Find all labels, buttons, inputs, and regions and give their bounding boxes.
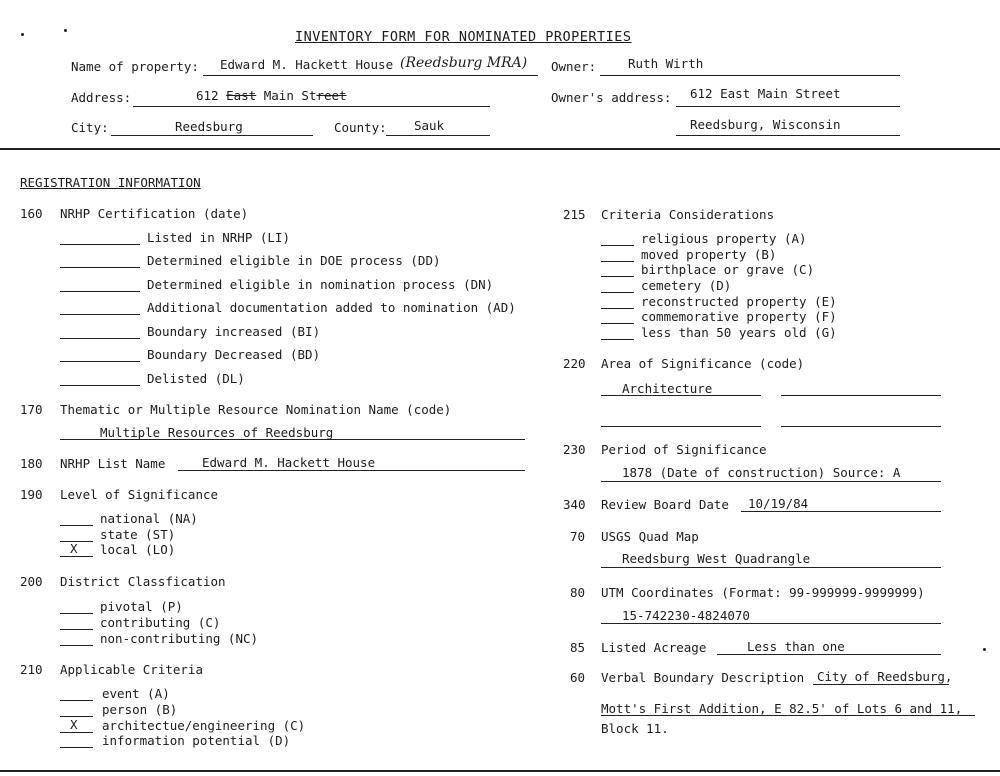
area-underline (781, 395, 941, 396)
area-underline (781, 426, 941, 427)
name-underline (203, 75, 538, 76)
scan-speck (64, 29, 67, 32)
item-230-label: Period of Significance (601, 442, 767, 457)
footer-divider (0, 770, 1000, 772)
address-number: 612 (196, 88, 227, 103)
certification-option: Determined eligible in nomination process (DN) (147, 277, 494, 292)
item-70-number: 70 (570, 529, 586, 544)
district-blank[interactable] (60, 645, 93, 646)
owner-city-value: Reedsburg, Wisconsin (690, 117, 841, 132)
item-180-number: 180 (20, 456, 43, 471)
area-underline (601, 426, 761, 427)
owner-underline (600, 75, 900, 76)
header-divider (0, 148, 1000, 150)
item-220-number: 220 (563, 356, 586, 371)
item-80-value: 15-742230-4824070 (622, 608, 750, 623)
item-60-value-line2: Mott's First Addition, E 82.5' of Lots 6 and 11, (601, 701, 963, 716)
certification-blank[interactable] (60, 291, 140, 292)
item-340-value: 10/19/84 (748, 496, 809, 511)
item-170-number: 170 (20, 402, 43, 417)
scan-speck (983, 648, 986, 651)
criteria-blank[interactable] (60, 747, 93, 748)
item-200-label: District Classfication (60, 574, 226, 589)
criteria-blank[interactable] (60, 700, 93, 701)
item-60-number: 60 (570, 670, 586, 685)
item-85-label: Listed Acreage (601, 640, 707, 655)
item-60-value-line1: City of Reedsburg, (817, 669, 953, 684)
certification-option: Additional documentation added to nomination (AD) (147, 300, 516, 315)
consideration-blank[interactable] (601, 276, 634, 277)
criteria-mark: X (70, 717, 78, 732)
owner-value: Ruth Wirth (628, 56, 704, 71)
item-230-number: 230 (563, 442, 586, 457)
item-210-label: Applicable Criteria (60, 662, 203, 677)
item-170-value: Multiple Resources of Reedsburg (100, 425, 334, 440)
item-340-underline (741, 511, 941, 512)
certification-blank[interactable] (60, 314, 140, 315)
name-label: Name of property: (71, 59, 199, 74)
item-85-underline (717, 654, 941, 655)
significance-blank[interactable] (60, 556, 93, 557)
owner-label: Owner: (551, 59, 597, 74)
address-label: Address: (71, 90, 132, 105)
district-option: non-contributing (NC) (100, 631, 259, 646)
item-340-number: 340 (563, 497, 586, 512)
consideration-option: reconstructed property (E) (641, 294, 837, 309)
item-70-underline (601, 567, 941, 568)
item-80-number: 80 (570, 585, 586, 600)
item-60-value-line3: Block 11. (601, 721, 669, 736)
address-value (196, 90, 347, 103)
address-street: Main St (256, 88, 317, 103)
item-80-underline (601, 623, 941, 624)
item-220-value: Architecture (622, 381, 713, 396)
item-180-underline (178, 470, 525, 471)
significance-option: local (LO) (100, 542, 176, 557)
item-190-number: 190 (20, 487, 43, 502)
certification-blank[interactable] (60, 338, 140, 339)
consideration-blank[interactable] (601, 245, 634, 246)
significance-option: national (NA) (100, 511, 198, 526)
item-200-number: 200 (20, 574, 43, 589)
criteria-option: architectue/engineering (C) (102, 718, 306, 733)
consideration-option: birthplace or grave (C) (641, 262, 815, 277)
item-170-label: Thematic or Multiple Resource Nomination Name (code) (60, 402, 452, 417)
item-60-underline (813, 684, 949, 685)
certification-option: Delisted (DL) (147, 371, 245, 386)
registration-heading: REGISTRATION INFORMATION (20, 175, 201, 190)
item-215-number: 215 (563, 207, 586, 222)
item-220-label: Area of Significance (code) (601, 356, 805, 371)
consideration-blank[interactable] (601, 292, 634, 293)
certification-option: Boundary Decreased (BD) (147, 347, 321, 362)
item-70-value: Reedsburg West Quadrangle (622, 551, 811, 566)
certification-option: Determined eligible in DOE process (DD) (147, 253, 441, 268)
certification-option: Boundary increased (BI) (147, 324, 321, 339)
consideration-blank[interactable] (601, 308, 634, 309)
name-value: Edward M. Hackett House (220, 57, 394, 72)
area-underline (601, 395, 761, 396)
consideration-option: commemorative property (F) (641, 309, 837, 324)
significance-option: state (ST) (100, 527, 176, 542)
owner-address-value: 612 East Main Street (690, 86, 841, 101)
district-blank[interactable] (60, 629, 93, 630)
district-option: pivotal (P) (100, 599, 183, 614)
criteria-blank[interactable] (60, 732, 93, 733)
address-struck-reet: reet (316, 88, 347, 103)
certification-blank[interactable] (60, 385, 140, 386)
scan-speck (21, 33, 24, 36)
item-60-label: Verbal Boundary Description (601, 670, 805, 685)
city-label: City: (71, 120, 109, 135)
address-struck-east: East (226, 88, 257, 103)
item-340-label: Review Board Date (601, 497, 729, 512)
item-160-number: 160 (20, 206, 43, 221)
district-blank[interactable] (60, 613, 93, 614)
owner-address-underline (676, 106, 900, 107)
criteria-option: event (A) (102, 686, 170, 701)
item-160-label: NRHP Certification (date) (60, 206, 249, 221)
consideration-option: religious property (A) (641, 231, 807, 246)
item-70-label: USGS Quad Map (601, 529, 699, 544)
consideration-blank[interactable] (601, 339, 634, 340)
city-underline (111, 135, 313, 136)
significance-mark: X (70, 541, 78, 556)
item-180-label: NRHP List Name (60, 456, 166, 471)
certification-blank[interactable] (60, 361, 140, 362)
item-180-value: Edward M. Hackett House (202, 455, 376, 470)
county-underline (386, 135, 490, 136)
certification-blank[interactable] (60, 267, 140, 268)
criteria-option: person (B) (102, 702, 178, 717)
owner-address-label: Owner's address: (551, 90, 672, 105)
criteria-option: information potential (D) (102, 733, 291, 748)
consideration-option: moved property (B) (641, 247, 777, 262)
item-230-underline (601, 481, 941, 482)
item-85-value: Less than one (747, 639, 845, 654)
item-80-label: UTM Coordinates (Format: 99-999999-9999999) (601, 585, 925, 600)
consideration-option: cemetery (D) (641, 278, 732, 293)
name-handwritten-note: (Reedsburg MRA) (400, 55, 528, 71)
city-value: Reedsburg (175, 119, 243, 134)
consideration-blank[interactable] (601, 323, 634, 324)
consideration-blank[interactable] (601, 261, 634, 262)
item-210-number: 210 (20, 662, 43, 677)
certification-option: Listed in NRHP (LI) (147, 230, 290, 245)
form-title: INVENTORY FORM FOR NOMINATED PROPERTIES (295, 29, 632, 45)
district-option: contributing (C) (100, 615, 221, 630)
county-value: Sauk (414, 118, 445, 133)
item-215-label: Criteria Considerations (601, 207, 775, 222)
item-230-value: 1878 (Date of construction) Source: A (622, 465, 901, 480)
consideration-option: less than 50 years old (G) (641, 325, 837, 340)
owner-city-underline (676, 135, 900, 136)
address-underline (133, 106, 490, 107)
significance-blank[interactable] (60, 525, 93, 526)
certification-blank[interactable] (60, 244, 140, 245)
item-190-label: Level of Significance (60, 487, 219, 502)
item-85-number: 85 (570, 640, 586, 655)
county-label: County: (334, 120, 387, 135)
